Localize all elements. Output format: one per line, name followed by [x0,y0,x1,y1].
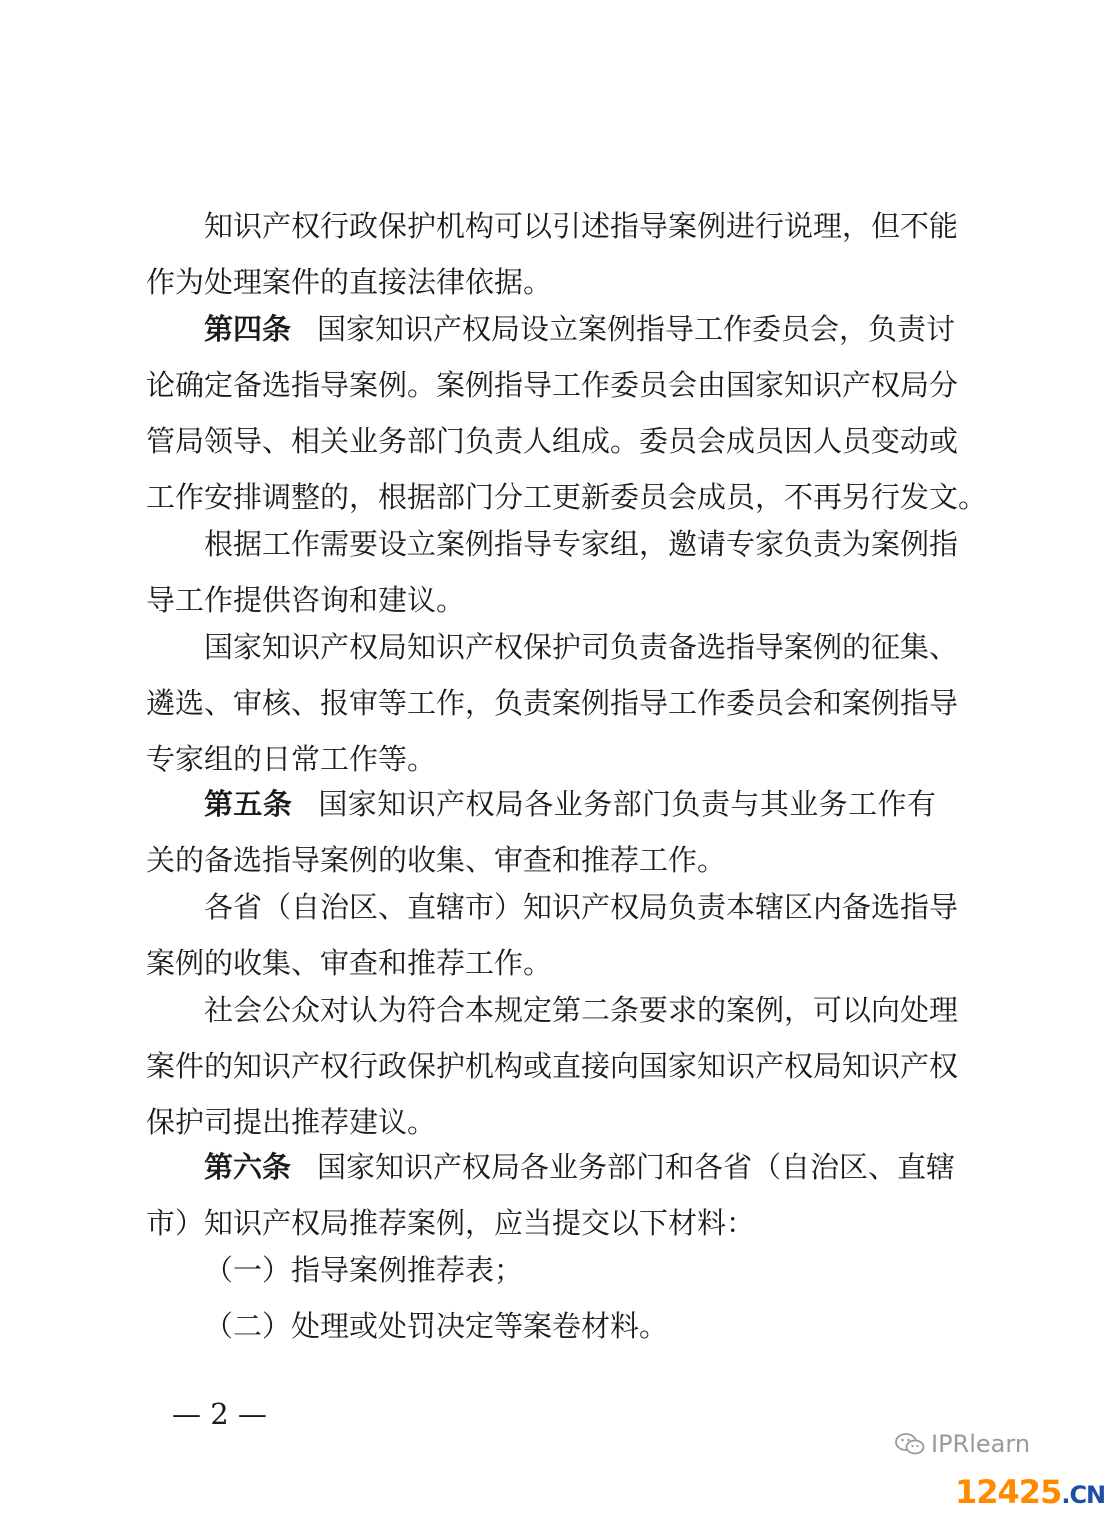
body-line: 根据工作需要设立案例指导专家组，邀请专家负责为案例指 [204,527,959,561]
body-line: 社会公众对认为符合本规定第二条要求的案例，可以向处理 [204,993,959,1027]
body-line: 知识产权行政保护机构可以引述指导案例进行说理，但不能 [204,209,959,243]
body-line: 国家知识产权局各业务部门负责与其业务工作有 [318,787,936,821]
body-line: 作为处理案件的直接法律依据。 [146,265,553,299]
wechat-watermark [895,1430,1030,1458]
body-line: 各省（自治区、直辖市）知识产权局负责本辖区内备选指导 [204,890,959,924]
body-line: 案件的知识产权行政保护机构或直接向国家知识产权局知识产权 [146,1049,959,1083]
list-item: （一）指导案例推荐表； [204,1253,524,1287]
body-line: 遴选、审核、报审等工作，负责案例指导工作委员会和案例指导 [146,686,959,720]
body-line: 保护司提出推荐建议。 [146,1105,437,1139]
body-line: 国家知识产权局知识产权保护司负责备选指导案例的征集、 [204,630,959,664]
body-line: 国家知识产权局设立案例指导工作委员会，负责讨 [317,312,956,346]
body-line: 管局领导、相关业务部门负责人组成。委员会成员因人员变动或 [146,424,959,458]
page-number: — 2 — [172,1397,267,1431]
article-6-first-line [204,1139,956,1195]
body-line: 论确定备选指导案例。案例指导工作委员会由国家知识产权局分 [146,368,959,402]
body-line: 导工作提供咨询和建议。 [146,583,466,617]
article-4-heading: 第四条 [204,312,292,346]
body-line: 工作安排调整的，根据部门分工更新委员会成员，不再另行发文。 [146,480,988,514]
body-line: 专家组的日常工作等。 [146,742,437,776]
watermark-text: IPRlearn [931,1430,1031,1458]
site-logo-suffix: .CN [1061,1481,1105,1509]
article-5-first-line [204,776,936,832]
body-line: 案例的收集、审查和推荐工作。 [146,946,553,980]
article-6-heading: 第六条 [204,1150,292,1184]
body-line: 国家知识产权局各业务部门和各省（自治区、直辖 [317,1150,956,1184]
site-logo-digits: 12425 [955,1473,1062,1511]
article-4-first-line [204,301,956,357]
site-logo [955,1472,1105,1515]
wechat-icon [895,1432,925,1456]
list-item: （二）处理或处罚决定等案卷材料。 [204,1309,669,1343]
body-line: 关的备选指导案例的收集、审查和推荐工作。 [146,843,727,877]
article-5-heading: 第五条 [204,787,293,821]
body-line: 市）知识产权局推荐案例，应当提交以下材料： [146,1206,756,1240]
